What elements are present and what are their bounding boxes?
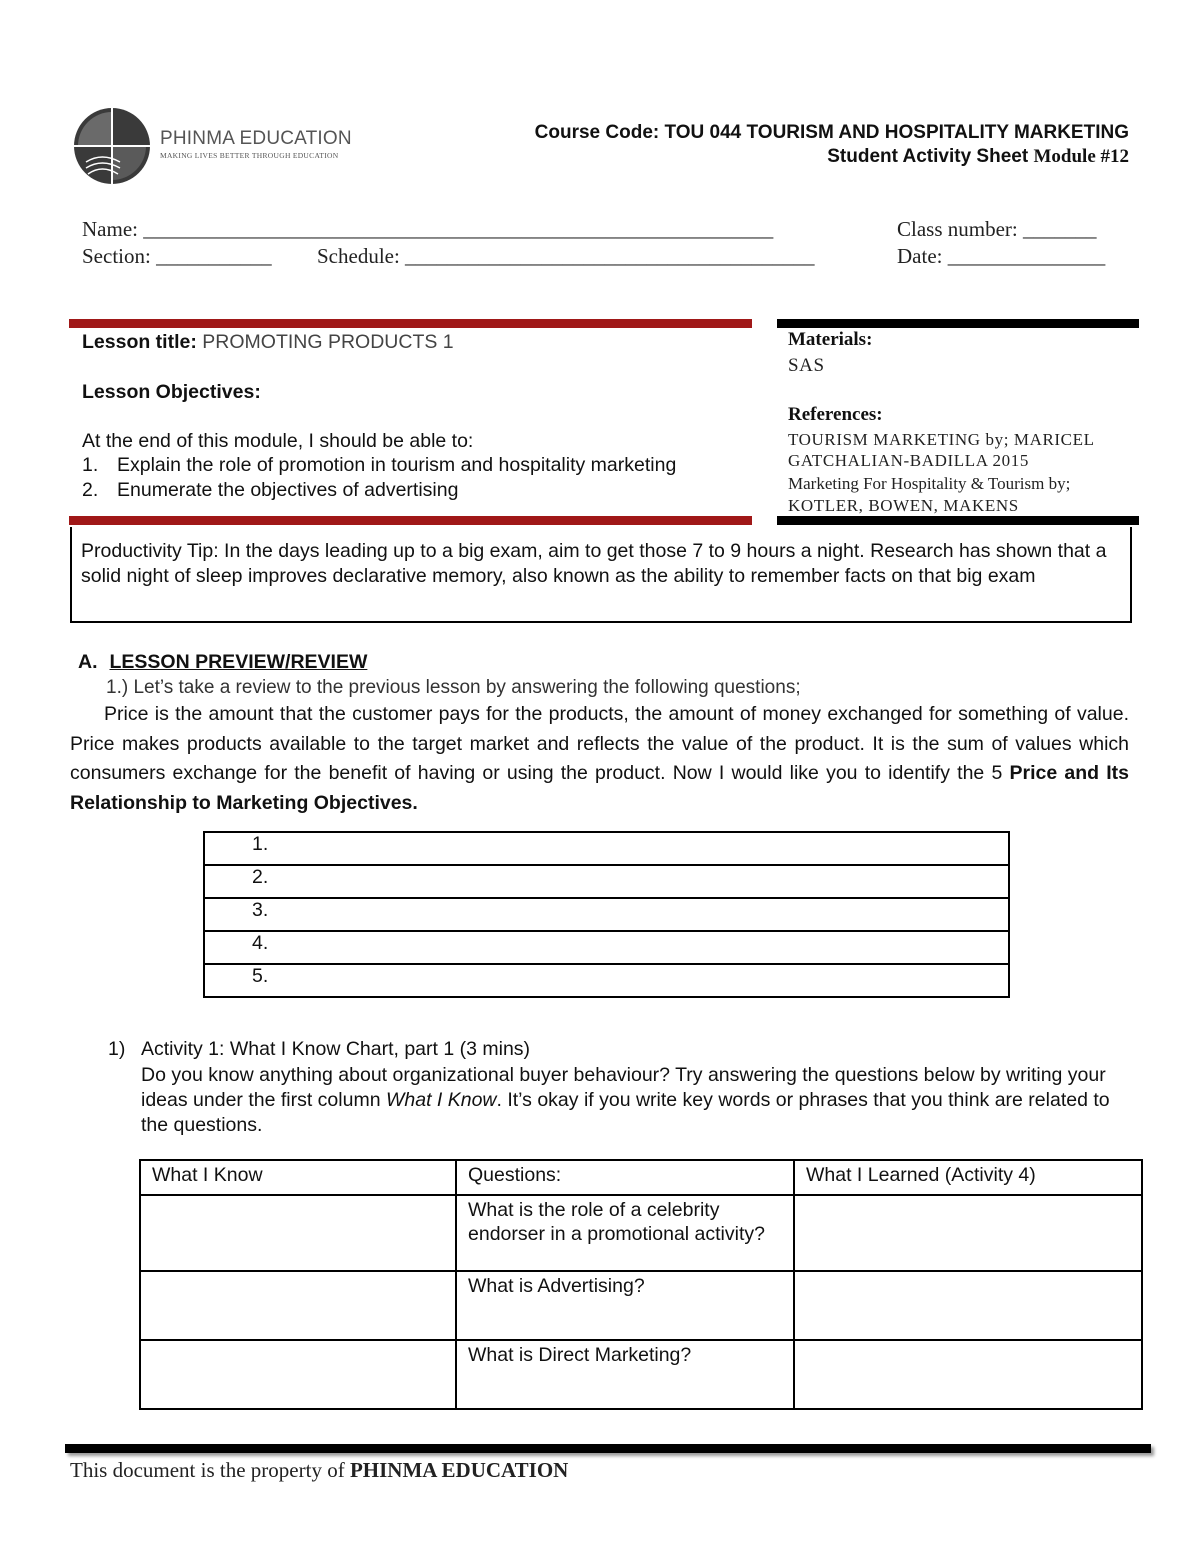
- class-number-field[interactable]: Class number: _______: [897, 217, 1097, 241]
- divider-red-top: [69, 319, 752, 328]
- price-paragraph: [70, 700, 1129, 818]
- answer-cell[interactable]: [794, 1195, 1142, 1271]
- reference-line: TOURISM MARKETING by; MARICEL: [788, 430, 1095, 449]
- table-row: [140, 1340, 1142, 1409]
- table-row[interactable]: [204, 832, 1009, 865]
- table-row: [140, 1271, 1142, 1340]
- section-field[interactable]: Section: ___________: [82, 244, 272, 268]
- price-objectives-table: [203, 831, 1010, 998]
- question-cell: What is the role of a celebrity endorser in a promotional activity?: [456, 1195, 794, 1271]
- footer-divider: [65, 1444, 1151, 1453]
- activity-desc-text: . It’s okay if you write key words or phrases that you think are related to the questions.: [141, 1089, 1110, 1136]
- module-number: Module #12: [1033, 146, 1129, 167]
- productivity-tip: Productivity Tip: In the days leading up to a big exam, aim to get those 7 to 9 hours a night. Research has shown that a solid night of sleep improves declarative memory, also known as the ability to remember facts on that big exam: [81, 540, 1107, 587]
- name-field[interactable]: Name: ____________________________________________________________: [82, 217, 774, 241]
- objective-text: Explain the role of promotion in tourism and hospitality marketing: [117, 454, 677, 476]
- divider-black-top: [777, 319, 1139, 328]
- materials-value: SAS: [788, 355, 825, 376]
- materials-heading: Materials:: [788, 329, 873, 350]
- table-header-row: [140, 1160, 1142, 1195]
- section-a-heading: [78, 651, 367, 674]
- activity-title: Activity 1: What I Know Chart, part 1 (3 mins): [141, 1038, 531, 1060]
- footer-text: [70, 1458, 568, 1483]
- table-row[interactable]: [204, 964, 1009, 997]
- answer-cell[interactable]: [140, 1271, 456, 1340]
- table-cell[interactable]: 2.: [204, 865, 1009, 898]
- logo-tagline: MAKING LIVES BETTER THROUGH EDUCATION: [160, 151, 339, 160]
- table-cell[interactable]: 3.: [204, 898, 1009, 931]
- footer-owner: PHINMA EDUCATION: [349, 1458, 569, 1482]
- sheet-title-text: Student Activity Sheet: [827, 146, 1029, 167]
- answer-cell[interactable]: [794, 1340, 1142, 1409]
- price-paragraph-bold: Price and Its Relationship to Marketing Objectives.: [70, 762, 1129, 814]
- objectives-heading: Lesson Objectives:: [82, 381, 261, 403]
- objective-item: 2.: [82, 479, 99, 501]
- lesson-title: [82, 331, 454, 354]
- table-row[interactable]: [204, 865, 1009, 898]
- references-heading: References:: [788, 404, 883, 425]
- reference-line: Marketing For Hospitality & Tourism by;: [788, 474, 1071, 493]
- reference-line: KOTLER, BOWEN, MAKENS: [788, 496, 1019, 515]
- activity-number: 1): [108, 1038, 126, 1060]
- course-code: Course Code: TOU 044 TOURISM AND HOSPITALITY MARKETING: [534, 122, 1129, 143]
- footer-label: This document is the property of: [70, 1458, 350, 1482]
- logo-name: PHINMA EDUCATION: [160, 128, 352, 149]
- sheet-title: [827, 146, 1129, 168]
- answer-cell[interactable]: [794, 1271, 1142, 1340]
- date-field[interactable]: Date: _______________: [897, 244, 1106, 268]
- review-intro: 1.) Let’s take a review to the previous lesson by answering the following questions;: [106, 677, 801, 698]
- objective-text: Enumerate the objectives of advertising: [117, 479, 459, 501]
- question-cell: What is Direct Marketing?: [456, 1340, 794, 1409]
- activity-desc-italic: What I Know: [385, 1089, 497, 1111]
- answer-cell[interactable]: [140, 1340, 456, 1409]
- question-cell: What is Advertising?: [456, 1271, 794, 1340]
- reference-line: GATCHALIAN-BADILLA 2015: [788, 451, 1029, 470]
- section-title: LESSON PREVIEW/REVIEW: [109, 651, 368, 673]
- table-cell[interactable]: 1.: [204, 832, 1009, 865]
- activity-desc-text: Do you know anything about organizational buyer behaviour? Try answering the questions below by writing your ideas under the first column: [141, 1064, 1106, 1111]
- table-cell[interactable]: 5.: [204, 964, 1009, 997]
- table-row: [140, 1195, 1142, 1271]
- column-header: Questions:: [456, 1160, 794, 1195]
- table-row[interactable]: [204, 931, 1009, 964]
- what-i-know-chart: [139, 1159, 1143, 1410]
- column-header: What I Learned (Activity 4): [794, 1160, 1142, 1195]
- divider-black-bottom: [777, 516, 1139, 525]
- activity-description: [141, 1063, 1116, 1138]
- schedule-field[interactable]: Schedule: _______________________________________: [317, 244, 815, 268]
- table-cell[interactable]: 4.: [204, 931, 1009, 964]
- divider-red-bottom: [69, 516, 752, 525]
- table-row[interactable]: [204, 898, 1009, 931]
- column-header: What I Know: [140, 1160, 456, 1195]
- answer-cell[interactable]: [140, 1195, 456, 1271]
- section-letter: A.: [78, 651, 98, 673]
- objective-item: 1.: [82, 454, 99, 476]
- price-paragraph-text: Price is the amount that the customer pays for the products, the amount of money exchanged for something of value. Price makes products available to the target market and reflects the value of the product. It is the sum of values which consumers exchange for the benefit of having or using the product. Now I would like you to identify the 5: [70, 703, 1129, 784]
- objectives-intro: At the end of this module, I should be able to:: [82, 430, 474, 452]
- lesson-title-value: PROMOTING PRODUCTS 1: [202, 331, 454, 353]
- lesson-title-label: Lesson title:: [82, 331, 203, 353]
